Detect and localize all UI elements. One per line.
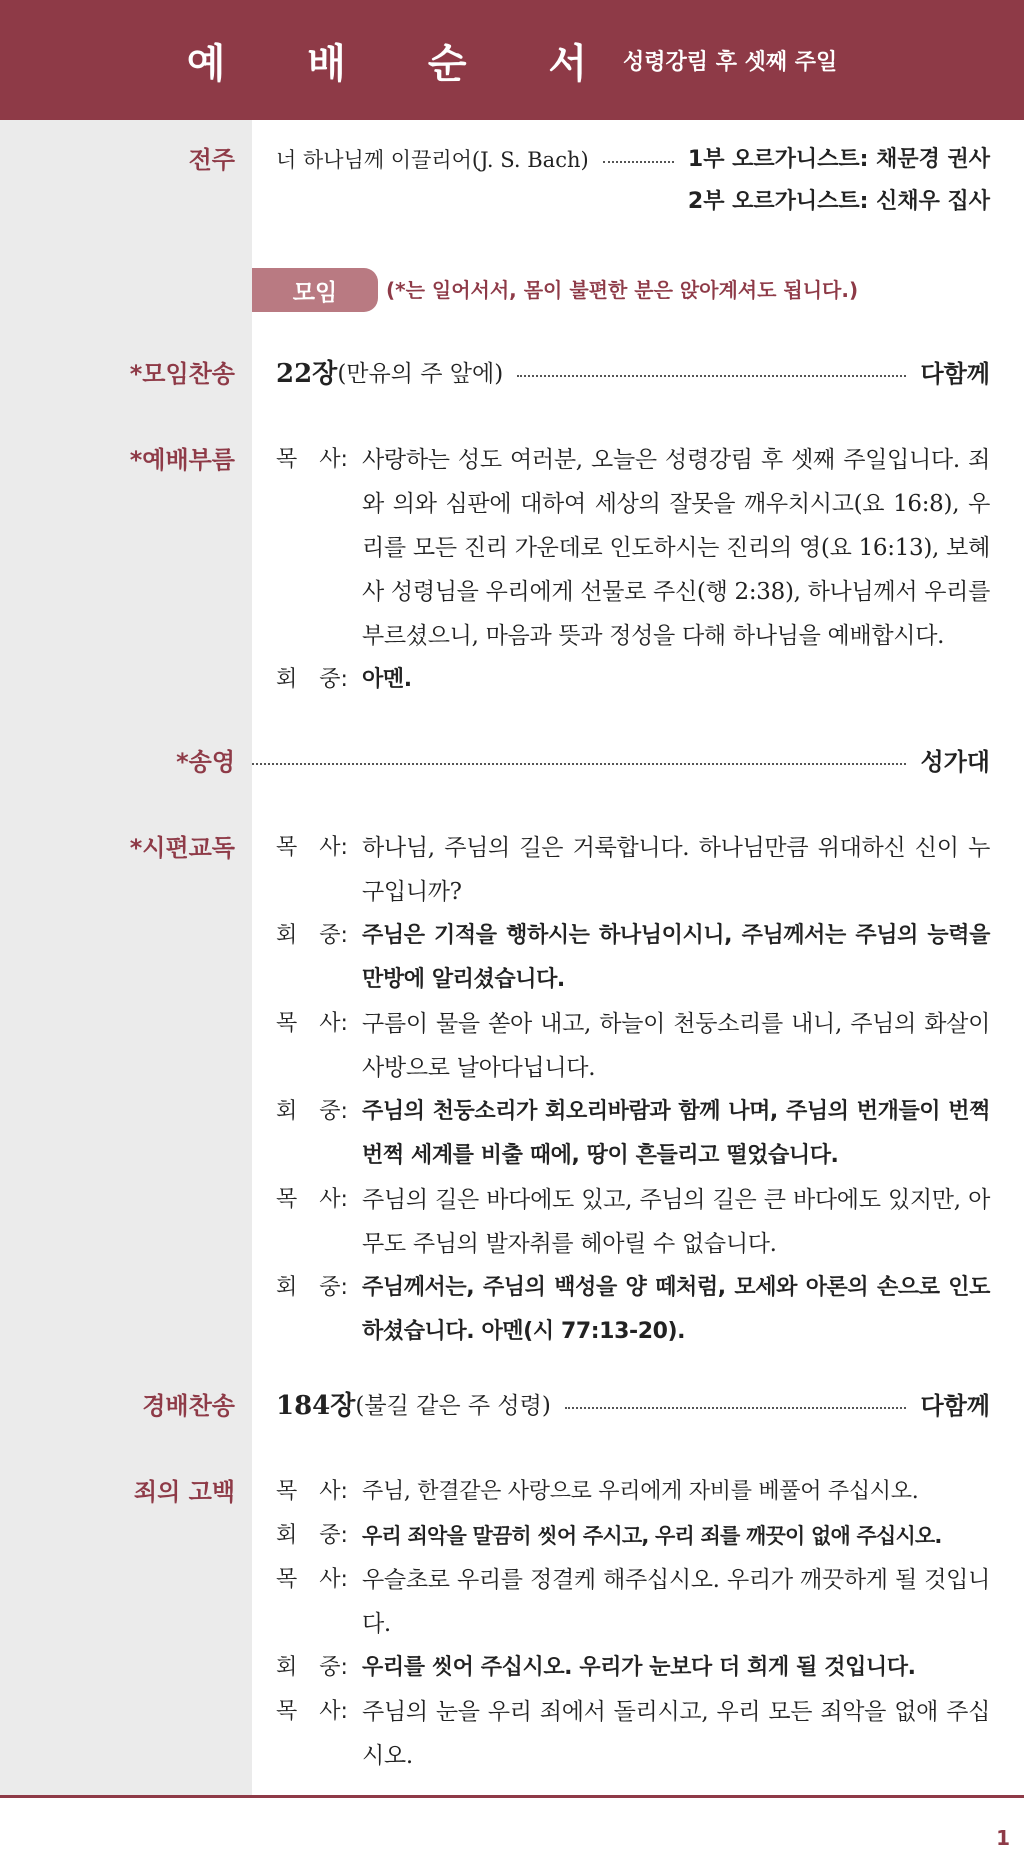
responsive-line <box>276 1470 990 1514</box>
line-text: 주님은 기적을 행하시는 하나님이시니, 주님께서는 주님의 능력을 만방에 알리셨습니다. <box>362 923 990 992</box>
line-text: 구름이 물을 쏟아 내고, 하늘이 천둥소리를 내니, 주님의 화살이 사방으로 날아다닙니다. <box>362 1011 990 1081</box>
speaker: 회 중: <box>276 1275 348 1300</box>
gathering-hymn-title: (만유의 주 앞에) <box>337 361 504 387</box>
speaker: 목 사: <box>276 1567 348 1592</box>
organist-1: 1부 오르가니스트: 채문경 권사 <box>687 147 990 172</box>
line-text: 우슬초로 우리를 정결케 해주십시오. 우리가 깨끗하게 될 것입니다. <box>362 1567 990 1637</box>
line-text: 주님의 천둥소리가 회오리바람과 함께 나며, 주님의 번개들이 번쩍번쩍 세계를 비출 때에, 땅이 흔들리고 떨었습니다. <box>362 1099 990 1168</box>
page-title: 예 배 순 서 <box>186 40 622 87</box>
speaker: 회 중: <box>276 1655 348 1680</box>
anthem-performer: 성가대 <box>920 748 990 776</box>
page-number: 1 <box>996 1826 1010 1850</box>
worship-hymn-row <box>276 1384 990 1428</box>
responsive-line <box>276 658 990 702</box>
line-text: 주님, 한결같은 사랑으로 우리에게 자비를 베풀어 주십시오. <box>362 1479 919 1504</box>
line-text: 우리를 씻어 주십시오. 우리가 눈보다 더 희게 될 것입니다. <box>362 1655 916 1680</box>
responsive-line <box>276 1090 990 1178</box>
worship-hymn-performer: 다함께 <box>920 1392 990 1420</box>
speaker: 목 사: <box>276 1479 348 1504</box>
speaker: 회 중: <box>276 667 348 692</box>
prelude-row <box>276 138 990 182</box>
gathering-hymn-number: 22장 <box>276 359 338 389</box>
prelude-row-2 <box>276 180 990 224</box>
responsive-line <box>276 438 990 658</box>
line-text: 주님의 눈을 우리 죄에서 돌리시고, 우리 모든 죄악을 없애 주십시오. <box>362 1699 990 1769</box>
speaker: 회 중: <box>276 1523 348 1548</box>
responsive-line <box>276 1514 990 1558</box>
speaker: 목 사: <box>276 1011 348 1036</box>
dot-leader <box>517 375 906 377</box>
speaker: 회 중: <box>276 1099 348 1124</box>
dot-leader <box>603 161 674 163</box>
responsive-line <box>276 826 990 914</box>
section-gathering-pill: 모임 <box>252 268 378 312</box>
responsive-line <box>276 1178 990 1266</box>
psalm-label: *시편교독 <box>129 834 235 862</box>
speaker: 목 사: <box>276 835 348 860</box>
line-text: 주님께서는, 주님의 백성을 양 떼처럼, 모세와 아론의 손으로 인도하셨습니다. 아멘(시 77:13-20). <box>362 1275 990 1344</box>
speaker: 목 사: <box>276 447 348 472</box>
responsive-line <box>276 1690 990 1778</box>
line-text: 아멘. <box>362 667 412 692</box>
organist-2: 2부 오르가니스트: 신채우 집사 <box>687 189 990 214</box>
worship-hymn-title: (불길 같은 주 성령) <box>355 1393 551 1419</box>
line-text: 우리 죄악을 말끔히 씻어 주시고, 우리 죄를 깨끗이 없애 주십시오. <box>362 1524 942 1548</box>
call-to-worship-label: *예배부름 <box>129 446 235 474</box>
responsive-line <box>276 1558 990 1646</box>
speaker: 목 사: <box>276 1699 348 1724</box>
responsive-line <box>276 1266 990 1354</box>
anthem-label: *송영 <box>176 748 235 776</box>
anthem-row <box>252 740 990 784</box>
section-note: (*는 일어서서, 몸이 불편한 분은 앉아계셔도 됩니다.) <box>386 278 859 302</box>
speaker: 회 중: <box>276 923 348 948</box>
prelude-label: 전주 <box>188 146 235 174</box>
confession-label: 죄의 고백 <box>133 1478 235 1506</box>
footer-rule <box>0 1795 1024 1798</box>
responsive-line <box>276 1646 990 1690</box>
dot-leader <box>252 763 906 765</box>
gathering-hymn-label: *모임찬송 <box>129 360 235 388</box>
speaker: 목 사: <box>276 1187 348 1212</box>
confession-block <box>276 1470 990 1778</box>
dot-leader <box>565 1407 907 1409</box>
line-text: 주님의 길은 바다에도 있고, 주님의 길은 큰 바다에도 있지만, 아무도 주님의 발자취를 헤아릴 수 없습니다. <box>362 1187 990 1257</box>
call-to-worship-block <box>276 438 990 702</box>
responsive-line <box>276 1002 990 1090</box>
psalm-block <box>276 826 990 1354</box>
line-text: 하나님, 주님의 길은 거룩합니다. 하나님만큼 위대하신 신이 누구입니까? <box>362 835 990 905</box>
page-header <box>0 0 1024 120</box>
worship-hymn-label: 경배찬송 <box>142 1392 235 1420</box>
page-subtitle: 성령강림 후 셋째 주일 <box>623 49 838 75</box>
responsive-line <box>276 914 990 1002</box>
line-text: 사랑하는 성도 여러분, 오늘은 성령강림 후 셋째 주일입니다. 죄와 의와 심판에 대하여 세상의 잘못을 깨우치시고(요 16:8), 우리를 모든 진리 가운데로 인도하시는 진리의 영(요 16:13), 보혜사 성령님을 우리에게 선물로 주신(행 2:38), 하나님께서 우리를 부르셨으니, 마음과 뜻과 정성을 다해 하나님을 예배합시다. <box>362 447 990 649</box>
gathering-hymn-row <box>276 352 990 396</box>
worship-hymn-number: 184장 <box>276 1391 356 1421</box>
gathering-hymn-performer: 다함께 <box>920 360 990 388</box>
prelude-piece: 너 하나님께 이끌리어(J. S. Bach) <box>276 148 589 172</box>
